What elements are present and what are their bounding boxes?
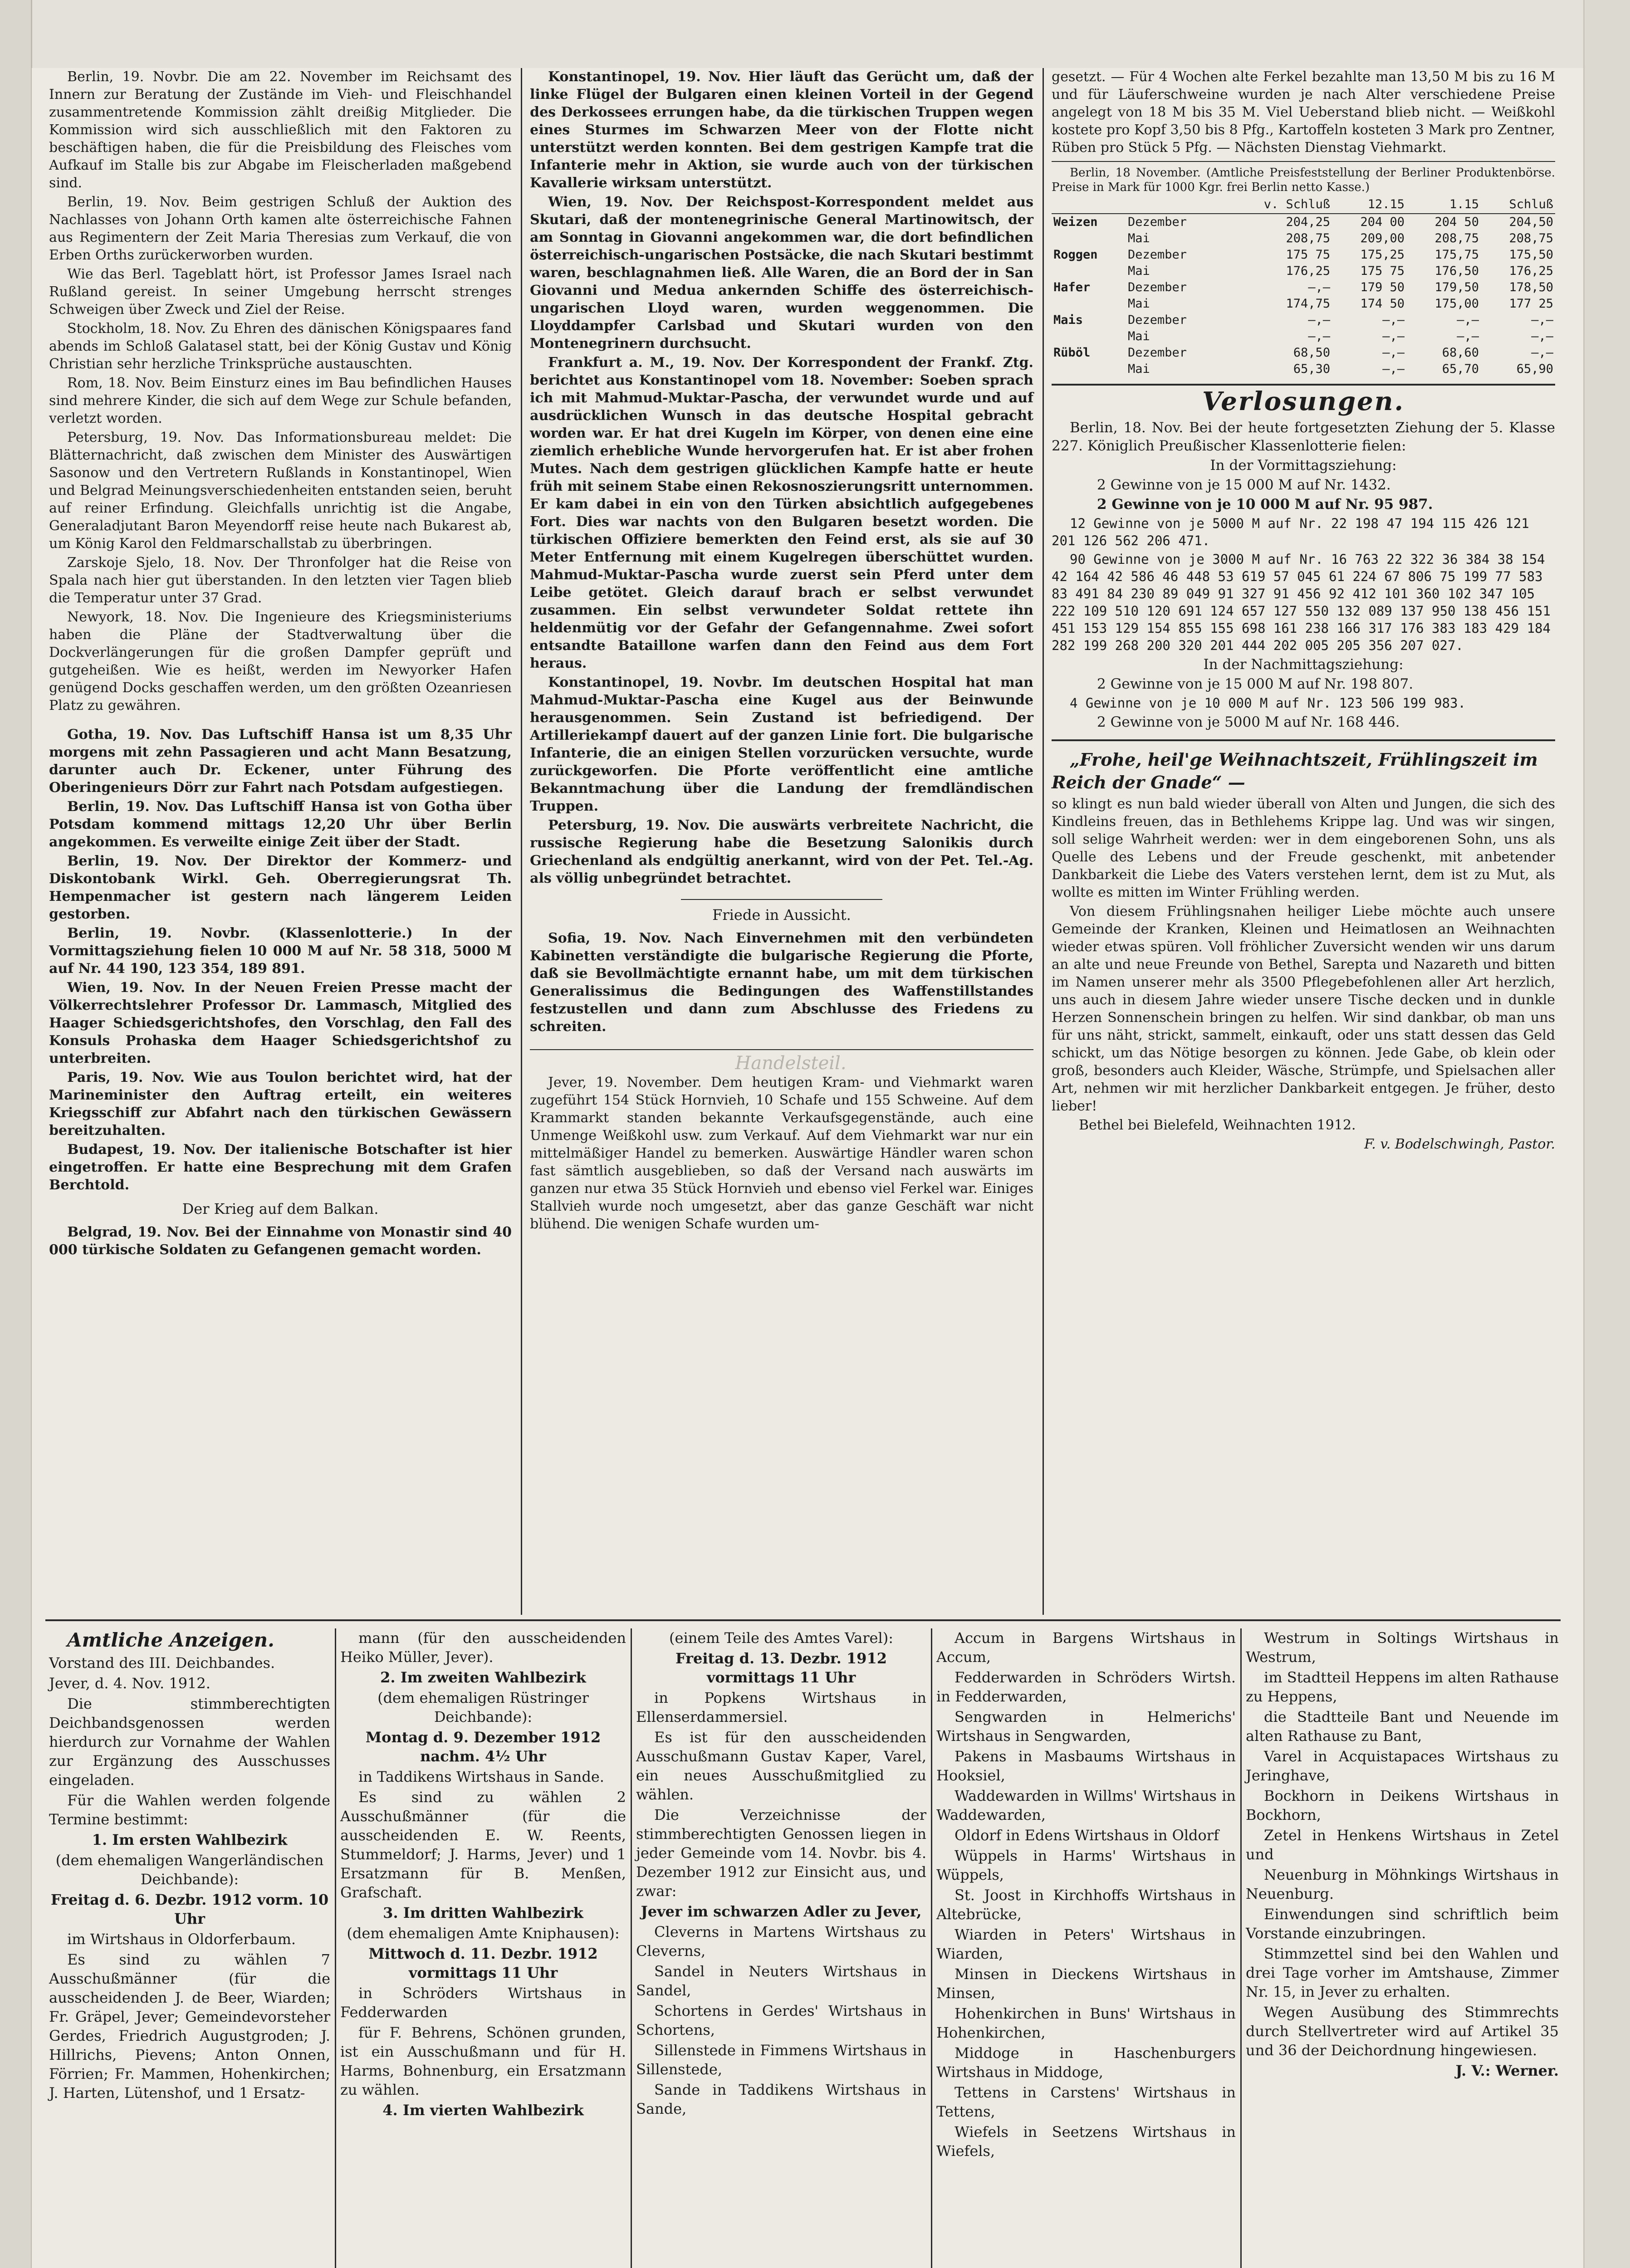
announcement-line: in Schröders Wirtshaus in Fedderwarden	[340, 1984, 626, 2021]
exchange-month: Mai	[1127, 264, 1150, 278]
exchange-price: —,—	[1382, 346, 1405, 360]
exchange-price: 204,25	[1286, 215, 1331, 229]
announcement-line: Sengwarden in Helmerichs' Wirtshaus in Sengwarden,	[936, 1708, 1236, 1745]
announcement-line: Die Verzeichnisse der stimmberechtigten Genossen liegen in jeder Gemeinde vom 14. Novbr. bis 4. Dezember 1912 zur Einsicht aus, und zwar:	[636, 1806, 926, 1900]
announcement-line: Sillenstede in Fimmens Wirtshaus in Sillenstede,	[636, 2042, 926, 2078]
news-item: Gotha, 19. Nov. Das Luftschiff Hansa ist um 8,35 Uhr morgens mit zehn Passagieren und acht Mann Besatzung, darunter auch Dr. Eckener, unter Führung des Oberingenieurs Dörr zur Fahrt nach Potsdam aufgestiegen.	[49, 727, 512, 796]
column-rule	[521, 68, 522, 1615]
announcement-line: Middoge in Haschenburgers Wirtshaus in Middoge,	[936, 2044, 1236, 2081]
christmas-appeal-text: so klingt es nun bald wieder überall von Alten und Jungen, die sich des Kindleins freuen, das in Bethlehems Krippe lag. Und was wir singen, soll selige Wahrheit werden: wer in dem eingeborenen Sohn, uns als Quelle des Lebens und der Freude geschenkt, mit anbetender Dankbarkeit die Liebe des Vaters verstehen lernt, dem ist zu Mut, als wollte es mitten im Winter Frühling werden.	[1052, 796, 1555, 900]
exchange-price: 176,25	[1509, 264, 1553, 278]
exchange-price: —,—	[1457, 313, 1479, 327]
announcement-line: Minsen in Dieckens Wirtshaus in Minsen,	[936, 1965, 1236, 2002]
exchange-good: Mais	[1053, 313, 1083, 327]
exchange-col-header: 1.15	[1406, 196, 1481, 214]
exchange-month: Mai	[1127, 297, 1150, 311]
exchange-price: 204 00	[1360, 215, 1405, 229]
announcement-line: Es sind zu wählen 7 Ausschußmänner (für die ausscheidenden J. de Beer, Wiarden; Fr. Gräpel, Jever; Gemeindevorsteher Gerdes, Friedrich Augustgroden; J. Hillrichs, Pievens; Anton Onnen, Förrien; Fr. Mammen, Hohenkirchen; J. Harten, Lütenshof, und 1 Ersatz-	[49, 1951, 330, 2102]
announcement-line: Neuenburg in Möhnkings Wirtshaus in Neuenburg.	[1246, 1866, 1559, 1902]
exchange-price: 174,75	[1286, 297, 1331, 311]
announcement-line: in Popkens Wirtshaus in Ellenserdammersiel.	[636, 1689, 926, 1725]
announcement-line: Wegen Ausübung des Stimmrechts durch Stellvertreter wird auf Artikel 35 und 36 der Deichordnung hingewiesen.	[1246, 2004, 1559, 2059]
exchange-month: Dezember	[1127, 280, 1187, 294]
announcement-line: Wiarden in Peters' Wirtshaus in Wiarden,	[936, 1926, 1236, 1962]
exchange-price: 179 50	[1360, 280, 1405, 294]
market-report-continued: gesetzt. — Für 4 Wochen alte Ferkel bezahlte man 13,50 M bis zu 16 M und für Läuferschweine wurden je nach Alter verschiedene Preise angelegt von 18 M bis 35 M. Viel Ueberstand blieb nicht. — Weißkohl kostete pro Kopf 3,50 bis 8 Pfg., Kartoffeln kosteten 3 Mark pro Zentner, Rüben pro Stück 5 Pfg. — Nächsten Dienstag Viehmarkt.	[1052, 69, 1555, 156]
news-item: Budapest, 19. Nov. Der italienische Botschafter ist hier eingetroffen. Er hatte eine Besprechung mit dem Grafen Berchtold.	[49, 1142, 512, 1193]
exchange-col-header: 12.15	[1332, 196, 1406, 214]
lottery-line: 12 Gewinne von je 5000 M auf Nr. 22 198 47 194 115 426 121 201 126 562 206 471.	[1052, 516, 1537, 548]
exchange-good: Weizen	[1053, 215, 1098, 229]
exchange-col-header: Schluß	[1481, 196, 1555, 214]
announcement-line: im Wirtshaus in Oldorferbaum.	[67, 1931, 296, 1948]
section-rule	[45, 1619, 1561, 1621]
announcement-line: Waddewarden in Willms' Wirtshaus in Waddewarden,	[936, 1787, 1236, 1823]
exchange-price: —,—	[1308, 329, 1331, 343]
exchange-price: 174 50	[1360, 297, 1405, 311]
christmas-appeal-signature: F. v. Bodelschwingh, Pastor.	[1364, 1136, 1555, 1152]
lottery-heading: Verlosungen.	[1202, 386, 1405, 416]
exchange-good: Rüböl	[1053, 346, 1091, 360]
announcement-line: J. V.: Werner.	[1455, 2062, 1559, 2079]
news-item: Berlin, 19. Nov. Der Direktor der Kommerz- und Diskontobank Wirkl. Geh. Oberregierungsrat Th. Hempenmacher ist gestern nach längerem Leiden gestorben.	[49, 853, 512, 922]
announcement-line: Varel in Acquistapaces Wirtshaus zu Jeringhave,	[1246, 1748, 1559, 1784]
exchange-price: —,—	[1457, 329, 1479, 343]
page-right-edge	[1583, 0, 1630, 2268]
peace-heading: Friede in Aussicht.	[712, 906, 851, 924]
column-rule	[1043, 68, 1044, 1615]
lottery-intro: Berlin, 18. Nov. Bei der heute fortgesetzten Ziehung der 5. Klasse 227. Königlich Preußischer Klassenlotterie fielen:	[1052, 420, 1555, 454]
announcement-line: im Stadtteil Heppens im alten Rathause zu Heppens,	[1246, 1669, 1559, 1705]
christmas-appeal-text: Von diesem Frühlingsnahen heiliger Liebe möchte auch unsere Gemeinde der Kranken, Kleinen und Heimatlosen an Weihnachten wieder etwas spüren. Voll fröhlicher Zuversicht wenden wir uns darum an alte und neue Freunde von Bethel, Sarepta und Nazareth und bitten im Namen unserer mehr als 3500 Pflegebefohlenen aller Art herzlich, uns auch in diesem Jahre wieder unsere Tische decken und in dunkle Herzen Sonnenschein bringen zu helfen. Wir sind dankbar, ob man uns für uns näht, strickt, sammelt, einkauft, oder uns statt dessen das Geld schickt, um das Nötige besorgen zu können. Jede Gabe, ob klein oder groß, besonders auch Kleider, Wäsche, Strümpfe, und Spielsachen aller Art, nehmen wir mit herzlicher Dankbarkeit entgegen. Je früher, desto lieber!	[1052, 904, 1555, 1114]
exchange-month: Mai	[1127, 362, 1150, 376]
news-column-1	[49, 68, 512, 1615]
exchange-good	[1052, 296, 1126, 312]
exchange-price: 175 75	[1286, 248, 1331, 262]
announcement-line: Westrum in Soltings Wirtshaus in Westrum,	[1246, 1629, 1559, 1666]
exchange-price: —,—	[1308, 313, 1331, 327]
exchange-month: Dezember	[1127, 346, 1187, 360]
announcement-line: Wüppels in Harms' Wirtshaus in Wüppels,	[936, 1847, 1236, 1883]
exchange-price: —,—	[1382, 329, 1405, 343]
news-item: Wien, 19. Nov. Der Reichspost-Korrespondent meldet aus Skutari, daß der montenegrinische General Martinowitsch, der am Sonntag in Giovanni angekommen war, die dort befindlichen österreichisch-ungarischen Postsäcke, die nach Skutari bestimmt waren, beschlagnahmen ließ. Alle Waren, die an Bord der in San Giovanni und Medua ankernden Schiffe des österreichisch-ungarischen Lloyd waren, wurden weggenommen. Die Lloyddampfer Carlsbad und Skutari wurden von den Montenegrinern durchsucht.	[530, 194, 1033, 352]
news-item: Berlin, 19. Nov. Das Luftschiff Hansa ist von Gotha über Potsdam kommend mittags 12,20 Uhr über Berlin angekommen. Es verweilte einige Zeit über der Stadt.	[49, 799, 512, 850]
lottery-line: 90 Gewinne von je 3000 M auf Nr. 16 763 22 322 36 384 38 154 42 164 42 586 46 448 53 619 57 045 61 224 67 806 75 199 77 583 83 491 84 230 89 049 91 327 91 456 92 412 101 360 102 347 105 222 109 510 120 691 124 657 127 550 132 089 137 950 138 456 151 451 153 129 154 855 155 698 161 238 166 317 176 383 183 429 184 282 199 268 200 320 201 444 202 005 205 356 207 027.	[1052, 552, 1559, 653]
news-item: Paris, 19. Nov. Wie aus Toulon berichtet wird, hat der Marineminister den Auftrag erteilt, ein weiteres Kriegsschiff zur Abfahrt nach den türkischen Gewässern bereitzuhalten.	[49, 1070, 512, 1139]
exchange-good	[1052, 328, 1126, 345]
announcement-line: für F. Behrens, Schönen grunden, ist ein Ausschußmann und für H. Harms, Bohnenburg, ein Ersatzmann zu wählen.	[340, 2024, 626, 2098]
morning-draw-heading: In der Vormittagsziehung:	[1210, 457, 1397, 474]
news-item: Rom, 18. Nov. Beim Einsturz eines im Bau befindlichen Hauses sind mehrere Kinder, die sich auf dem Wege zur Schule befanden, verletzt worden.	[49, 375, 512, 426]
announcement-line: Hohenkirchen in Buns' Wirtshaus in Hohenkirchen,	[936, 2005, 1236, 2041]
announcement-line: Oldorf in Edens Wirtshaus in Oldorf	[955, 1827, 1219, 1844]
exchange-price: 176,25	[1286, 264, 1331, 278]
exchange-month: Dezember	[1127, 215, 1187, 229]
announcement-line: (einem Teile des Amtes Varel):	[669, 1629, 893, 1647]
announcement-line: in Taddikens Wirtshaus in Sande.	[358, 1768, 604, 1785]
balkan-war-text: Belgrad, 19. Nov. Bei der Einnahme von Monastir sind 40 000 türkische Soldaten zu Gefangenen gemacht worden.	[49, 1224, 512, 1258]
announcement-column-1	[49, 1628, 330, 2268]
announcement-column-5	[1246, 1628, 1559, 2268]
exchange-table-header	[1052, 196, 1555, 214]
exchange-row	[1052, 312, 1555, 328]
announcement-column-2	[340, 1628, 626, 2268]
news-item: Newyork, 18. Nov. Die Ingenieure des Kriegsministeriums haben die Pläne der Stadtverwaltung über die Dockverlängerungen für die großen Dampfer geprüft und gutgeheißen. Wie es heißt, werden im Newyorker Hafen genügend Docks geschaffen werden, um den größten Ozeanriesen Platz zu gewähren.	[49, 609, 512, 714]
announcement-line: Accum in Bargens Wirtshaus in Accum,	[936, 1629, 1236, 1666]
exchange-price: 68,50	[1293, 346, 1331, 360]
news-item: Stockholm, 18. Nov. Zu Ehren des dänischen Königspaares fand abends im Schloß Galatasel statt, bei der König Gustav und König Christian sehr herzliche Trinksprüche austauschten.	[49, 321, 512, 372]
trade-text: Jever, 19. November. Dem heutigen Kram- und Viehmarkt waren zugeführt 154 Stück Hornvieh, 10 Schafe und 155 Schweine. Auf dem Krammarkt standen bekannte Verkaufsgegenstände, auch eine Unmenge Weißkohl usw. zum Verkauf. Auf dem Viehmarkt war nur ein mittelmäßiger Handel zu bemerken. Auswärtige Händler waren schon fast sämtlich ausgeblieben, so daß der Versand nach auswärts im ganzen nur etwa 35 Stück Hornvieh und ebenso viel Ferkel war. Einiges Stallvieh wurde noch umgesetzt, aber das ganze Geschäft war nicht blühend. Die wenigen Schafe wurden um-	[530, 1075, 1033, 1232]
christmas-appeal-place: Bethel bei Bielefeld, Weihnachten 1912.	[1079, 1117, 1356, 1133]
announcement-line: Sandel in Neuters Wirtshaus in Sandel,	[636, 1963, 926, 1999]
exchange-table	[1052, 196, 1555, 377]
exchange-price: —,—	[1382, 313, 1405, 327]
trade-heading: Handelsteil.	[735, 1053, 847, 1074]
announcement-line: St. Joost in Kirchhoffs Wirtshaus in Altebrücke,	[936, 1887, 1236, 1923]
announcement-line: Jever, d. 4. Nov. 1912.	[49, 1675, 210, 1692]
announcement-line: Einwendungen sind schriftlich beim Vorstande einzubringen.	[1246, 1906, 1559, 1942]
exchange-price: 179,50	[1434, 280, 1479, 294]
exchange-price: 204 50	[1434, 215, 1479, 229]
news-item: Konstantinopel, 19. Nov. Hier läuft das Gerücht um, daß der linke Flügel der Bulgaren einen kleinen Vorteil in der Gegend des Derkossees errungen habe, da die türkischen Truppen wegen eines Sturmes im Schwarzen Meer von der Flotte nicht unterstützt werden konnten. Bei dem gestrigen Kampfe trat die Infanterie mehr in Aktion, sie wurde auch von der türkischen Kavallerie wirksam unterstützt.	[530, 69, 1033, 191]
exchange-price: 178,50	[1509, 280, 1553, 294]
announcement-line: Es sind zu wählen 2 Ausschußmänner (für die ausscheidenden E. W. Reents, Stummeldorf; J. Harms, Jever) und 1 Ersatzmann für B. Menßen, Grafschaft.	[340, 1789, 626, 1901]
announcement-line: (dem ehemaligen Wangerländischen Deichbande):	[55, 1852, 324, 1888]
announcement-line: Jever im schwarzen Adler zu Jever,	[641, 1903, 922, 1920]
announcement-line: Sande in Taddikens Wirtshaus in Sande,	[636, 2081, 926, 2117]
announcement-column-3	[636, 1628, 926, 2268]
exchange-row	[1052, 279, 1555, 296]
exchange-price: 175,50	[1509, 248, 1553, 262]
exchange-price: 175,00	[1434, 297, 1479, 311]
exchange-price: 176,50	[1434, 264, 1479, 278]
exchange-row	[1052, 263, 1555, 279]
announcement-line: Es ist für den ausscheidenden Ausschußmann Gustav Kaper, Varel, ein neues Ausschußmitglied zu wählen.	[636, 1729, 926, 1803]
announcement-line: Mittwoch d. 11. Dezbr. 1912 vormittags 11 Uhr	[368, 1945, 598, 1981]
exchange-price: 208,75	[1286, 231, 1331, 245]
exchange-row	[1052, 230, 1555, 247]
news-item: Zarskoje Sjelo, 18. Nov. Der Thronfolger hat die Reise von Spala nach hier gut überstanden. In den letzten vier Tagen blieb die Temperatur unter 37 Grad.	[49, 555, 512, 606]
exchange-good: Hafer	[1053, 280, 1091, 294]
announcement-line: Cleverns in Martens Wirtshaus zu Cleverns,	[636, 1923, 926, 1960]
announcement-line: Vorstand des III. Deichbandes.	[49, 1654, 275, 1672]
exchange-price: 177 25	[1509, 297, 1553, 311]
exchange-header: Berlin, 18 November. (Amtliche Preisfeststellung der Berliner Produktenbörse. Preise in Mark für 1000 Kgr. frei Berlin netto Kasse.)	[1052, 166, 1555, 194]
exchange-col-header: v. Schluß	[1223, 196, 1332, 214]
announcement-line: 1. Im ersten Wahlbezirk	[92, 1831, 288, 1848]
announcement-line: (dem ehemaligen Amte Kniphausen):	[347, 1925, 620, 1942]
announcement-line: 3. Im dritten Wahlbezirk	[383, 1904, 583, 1921]
news-item: Petersburg, 19. Nov. Das Informationsbureau meldet: Die Blätternachricht, daß zwischen dem Minister des Auswärtigen Sasonow und den Vertretern Rußlands in Konstantinopel, Wien und Belgrad Meinungsverschiedenheiten entstanden seien, beruht auf reiner Erfindung. Gleichfalls unrichtig ist die Angabe, Generaladjutant Baron Meyendorff reise heute nach Bukarest ab, um König Karol den Feldmarschallstab zu überbringen.	[49, 430, 512, 552]
exchange-price: 175,25	[1360, 248, 1405, 262]
announcement-line: Amtliche Anzeigen.	[67, 1629, 274, 1651]
announcement-line: mann (für den ausscheidenden Heiko Müller, Jever).	[340, 1629, 626, 1666]
exchange-month: Mai	[1127, 231, 1150, 245]
announcement-line: Stimmzettel sind bei den Wahlen und drei Tage vorher im Amtshause, Zimmer Nr. 15, in Jever zu erhalten.	[1246, 1945, 1559, 2000]
lottery-line: 2 Gewinne von je 15 000 M auf Nr. 1432.	[1097, 477, 1391, 493]
announcement-line: Fedderwarden in Schröders Wirtsh. in Fedderwarden,	[936, 1669, 1236, 1705]
exchange-good	[1052, 263, 1126, 279]
exchange-price: 68,60	[1442, 346, 1479, 360]
exchange-price: —,—	[1531, 329, 1553, 343]
balkan-war-heading: Der Krieg auf dem Balkan.	[182, 1200, 379, 1217]
exchange-price: —,—	[1531, 346, 1553, 360]
news-column-2	[530, 68, 1033, 1615]
exchange-row	[1052, 345, 1555, 361]
lottery-line: 2 Gewinne von je 15 000 M auf Nr. 198 807.	[1097, 676, 1414, 692]
announcement-line: Freitag d. 13. Dezbr. 1912 vormittags 11 Uhr	[675, 1650, 887, 1686]
news-item: Berlin, 19. Novbr. Die am 22. November im Reichsamt des Innern zur Beratung der Zustände im Vieh- und Fleischhandel zusammentretende Kommission zählt dreißig Mitglieder. Die Kommission wird sich ausschließlich mit den Faktoren zu beschäftigen haben, die für die Preisbildung des Fleisches vom Aufkauf im Stalle bis zur Abgabe im Fleischerladen maßgebend sind.	[49, 69, 512, 191]
announcement-line: Für die Wahlen werden folgende Termine bestimmt:	[49, 1792, 330, 1828]
exchange-price: —,—	[1382, 362, 1405, 376]
exchange-price: 65,90	[1516, 362, 1553, 376]
exchange-good: Roggen	[1053, 248, 1098, 262]
announcement-column-4	[936, 1628, 1236, 2268]
announcement-line: (dem ehemaligen Rüstringer Deichbande):	[377, 1689, 589, 1725]
peace-text: Sofia, 19. Nov. Nach Einvernehmen mit den verbündeten Kabinetten verständigte die bulgarische Regierung die Pforte, daß sie Bevollmächtigte ernannt habe, um mit dem türkischen Generalissimus die Bedingungen des Waffenstillstandes festzustellen und dann zum Abschlusse des Friedens zu schreiten.	[530, 930, 1033, 1035]
lottery-line: 2 Gewinne von je 5000 M auf Nr. 168 446.	[1097, 714, 1400, 730]
afternoon-draw-heading: In der Nachmittagsziehung:	[1203, 656, 1404, 673]
exchange-price: 208,75	[1509, 231, 1553, 245]
exchange-price: 209,00	[1360, 231, 1405, 245]
news-item: Konstantinopel, 19. Novbr. Im deutschen Hospital hat man Mahmud-Muktar-Pascha eine Kugel aus der Beinwunde herausgenommen. Sein Zustand ist befriedigend. Der Artilleriekampf dauert auf der ganzen Linie fort. Die bulgarische Infanterie, die an einigen Stellen vorzurücken versuchte, wurde zurückgeworfen. Die Pforte veröffentlicht eine amtliche Bekanntmachung über die Landung der fremdländischen Truppen.	[530, 675, 1033, 814]
exchange-row	[1052, 247, 1555, 263]
exchange-price: —,—	[1531, 313, 1553, 327]
page-binding-edge	[0, 0, 32, 2268]
exchange-row	[1052, 361, 1555, 377]
announcement-line: Tettens in Carstens' Wirtshaus in Tettens,	[936, 2084, 1236, 2120]
exchange-price: 65,70	[1442, 362, 1479, 376]
announcement-line: Bockhorn in Deikens Wirtshaus in Bockhorn,	[1246, 1787, 1559, 1823]
exchange-row	[1052, 296, 1555, 312]
announcement-line: die Stadtteile Bant und Neuende im alten Rathause zu Bant,	[1246, 1708, 1559, 1745]
announcement-line: 4. Im vierten Wahlbezirk	[382, 2102, 584, 2119]
news-item: Wien, 19. Nov. In der Neuen Freien Presse macht der Völkerrechtslehrer Professor Dr. Lammasch, Mitglied des Haager Schiedsgerichtshofes, den Vorschlag, den Fall des Konsuls Prohaska dem Haager Schiedsgerichtshof zu unterbreiten.	[49, 980, 512, 1066]
exchange-row	[1052, 328, 1555, 345]
news-item: Wie das Berl. Tageblatt hört, ist Professor James Israel nach Rußland gereist. In seiner Umgebung herrscht strenges Schweigen über Zweck und Ziel der Reise.	[49, 266, 512, 318]
exchange-good	[1052, 230, 1126, 247]
announcement-line: 2. Im zweiten Wahlbezirk	[380, 1669, 586, 1686]
exchange-price: 65,30	[1293, 362, 1331, 376]
announcement-line: Schortens in Gerdes' Wirtshaus in Schortens,	[636, 2002, 926, 2038]
exchange-price: 175 75	[1360, 264, 1405, 278]
news-item: Berlin, 19. Nov. Beim gestrigen Schluß der Auktion des Nachlasses von Johann Orth kamen alte österreichische Fahnen aus Regimentern der Zeit Maria Theresias zum Verkauf, die von Erben Orths zurückerworben wurden.	[49, 194, 512, 263]
news-item: Berlin, 19. Novbr. (Klassenlotterie.) In der Vormittagsziehung fielen 10 000 M auf Nr. 58 318, 5000 M auf Nr. 44 190, 123 354, 189 891.	[49, 925, 512, 977]
newspaper-page	[32, 68, 1583, 2268]
news-item: Petersburg, 19. Nov. Die auswärts verbreitete Nachricht, die russische Regierung habe die Besetzung Salonikis durch Griechenland als endgültig anerkannt, wird von der Pet. Tel.-Ag. als völlig unbegründet betrachtet.	[530, 817, 1033, 886]
news-column-3	[1052, 68, 1559, 1615]
exchange-good	[1052, 361, 1126, 377]
announcement-line: Pakens in Masbaums Wirtshaus in Hooksiel,	[936, 1748, 1236, 1784]
exchange-price: 208,75	[1434, 231, 1479, 245]
announcement-line: Freitag d. 6. Dezbr. 1912 vorm. 10 Uhr	[50, 1891, 329, 1927]
exchange-price: 204,50	[1509, 215, 1553, 229]
announcement-line: Die stimmberechtigten Deichbandsgenossen werden hierdurch zur Vornahme der Wahlen zur Ergänzung des Ausschusses eingeladen.	[49, 1695, 330, 1789]
exchange-price: —,—	[1308, 280, 1331, 294]
announcement-line: Zetel in Henkens Wirtshaus in Zetel und	[1246, 1827, 1559, 1863]
announcement-line: Montag d. 9. Dezember 1912 nachm. 4½ Uhr	[365, 1729, 601, 1765]
lottery-line: 2 Gewinne von je 10 000 M auf Nr. 95 987.	[1097, 496, 1433, 513]
exchange-month: Dezember	[1127, 313, 1187, 327]
lottery-line: 4 Gewinne von je 10 000 M auf Nr. 123 506 199 983.	[1070, 695, 1466, 711]
exchange-price: 175,75	[1434, 248, 1479, 262]
christmas-appeal-title: „Frohe, heil'ge Weihnachtszeit, Frühlingszeit im Reich der Gnade“ —	[1052, 749, 1538, 792]
exchange-month: Mai	[1127, 329, 1150, 343]
announcement-line: Wiefels in Seetzens Wirtshaus in Wiefels,	[936, 2123, 1236, 2160]
exchange-month: Dezember	[1127, 248, 1187, 262]
news-item: Frankfurt a. M., 19. Nov. Der Korrespondent der Frankf. Ztg. berichtet aus Konstantinopel vom 18. November: Soeben sprach ich mit Mahmud-Muktar-Pascha, der verwundet wurde und auf ausdrücklichen Wunsch in das deutsche Hospital gebracht worden war. Er hat drei Kugeln im Körper, von denen eine eine ziemlich erhebliche Wunde hervorgerufen hat. Er ist aber frohen Mutes. Nach dem gestrigen glücklichen Kampfe hatte er heute früh mit seinem Stabe einen Rekosnoszierungsritt unternommen. Er kam dabei in ein von den Türken absichtlich aufgegebenes Fort. Dies war nachts von den Bulgaren besetzt worden. Die türkischen Offiziere bemerkten den Feind erst, als sie auf 30 Meter Entfernung mit einem Kugelregen überschüttet wurden. Mahmud-Muktar-Pascha wurde zuerst sein Pferd unter dem Leibe getötet. Gleich darauf brach er selbst verwundet zusammen. Ein selbst verwundeter Soldat rettete ihn heldenmütig vor der Gefahr der Gefangennahme. Zwei sofort entsandte Bataillone warfen dann den Feind aus dem Fort heraus.	[530, 355, 1033, 671]
exchange-row	[1052, 214, 1555, 230]
